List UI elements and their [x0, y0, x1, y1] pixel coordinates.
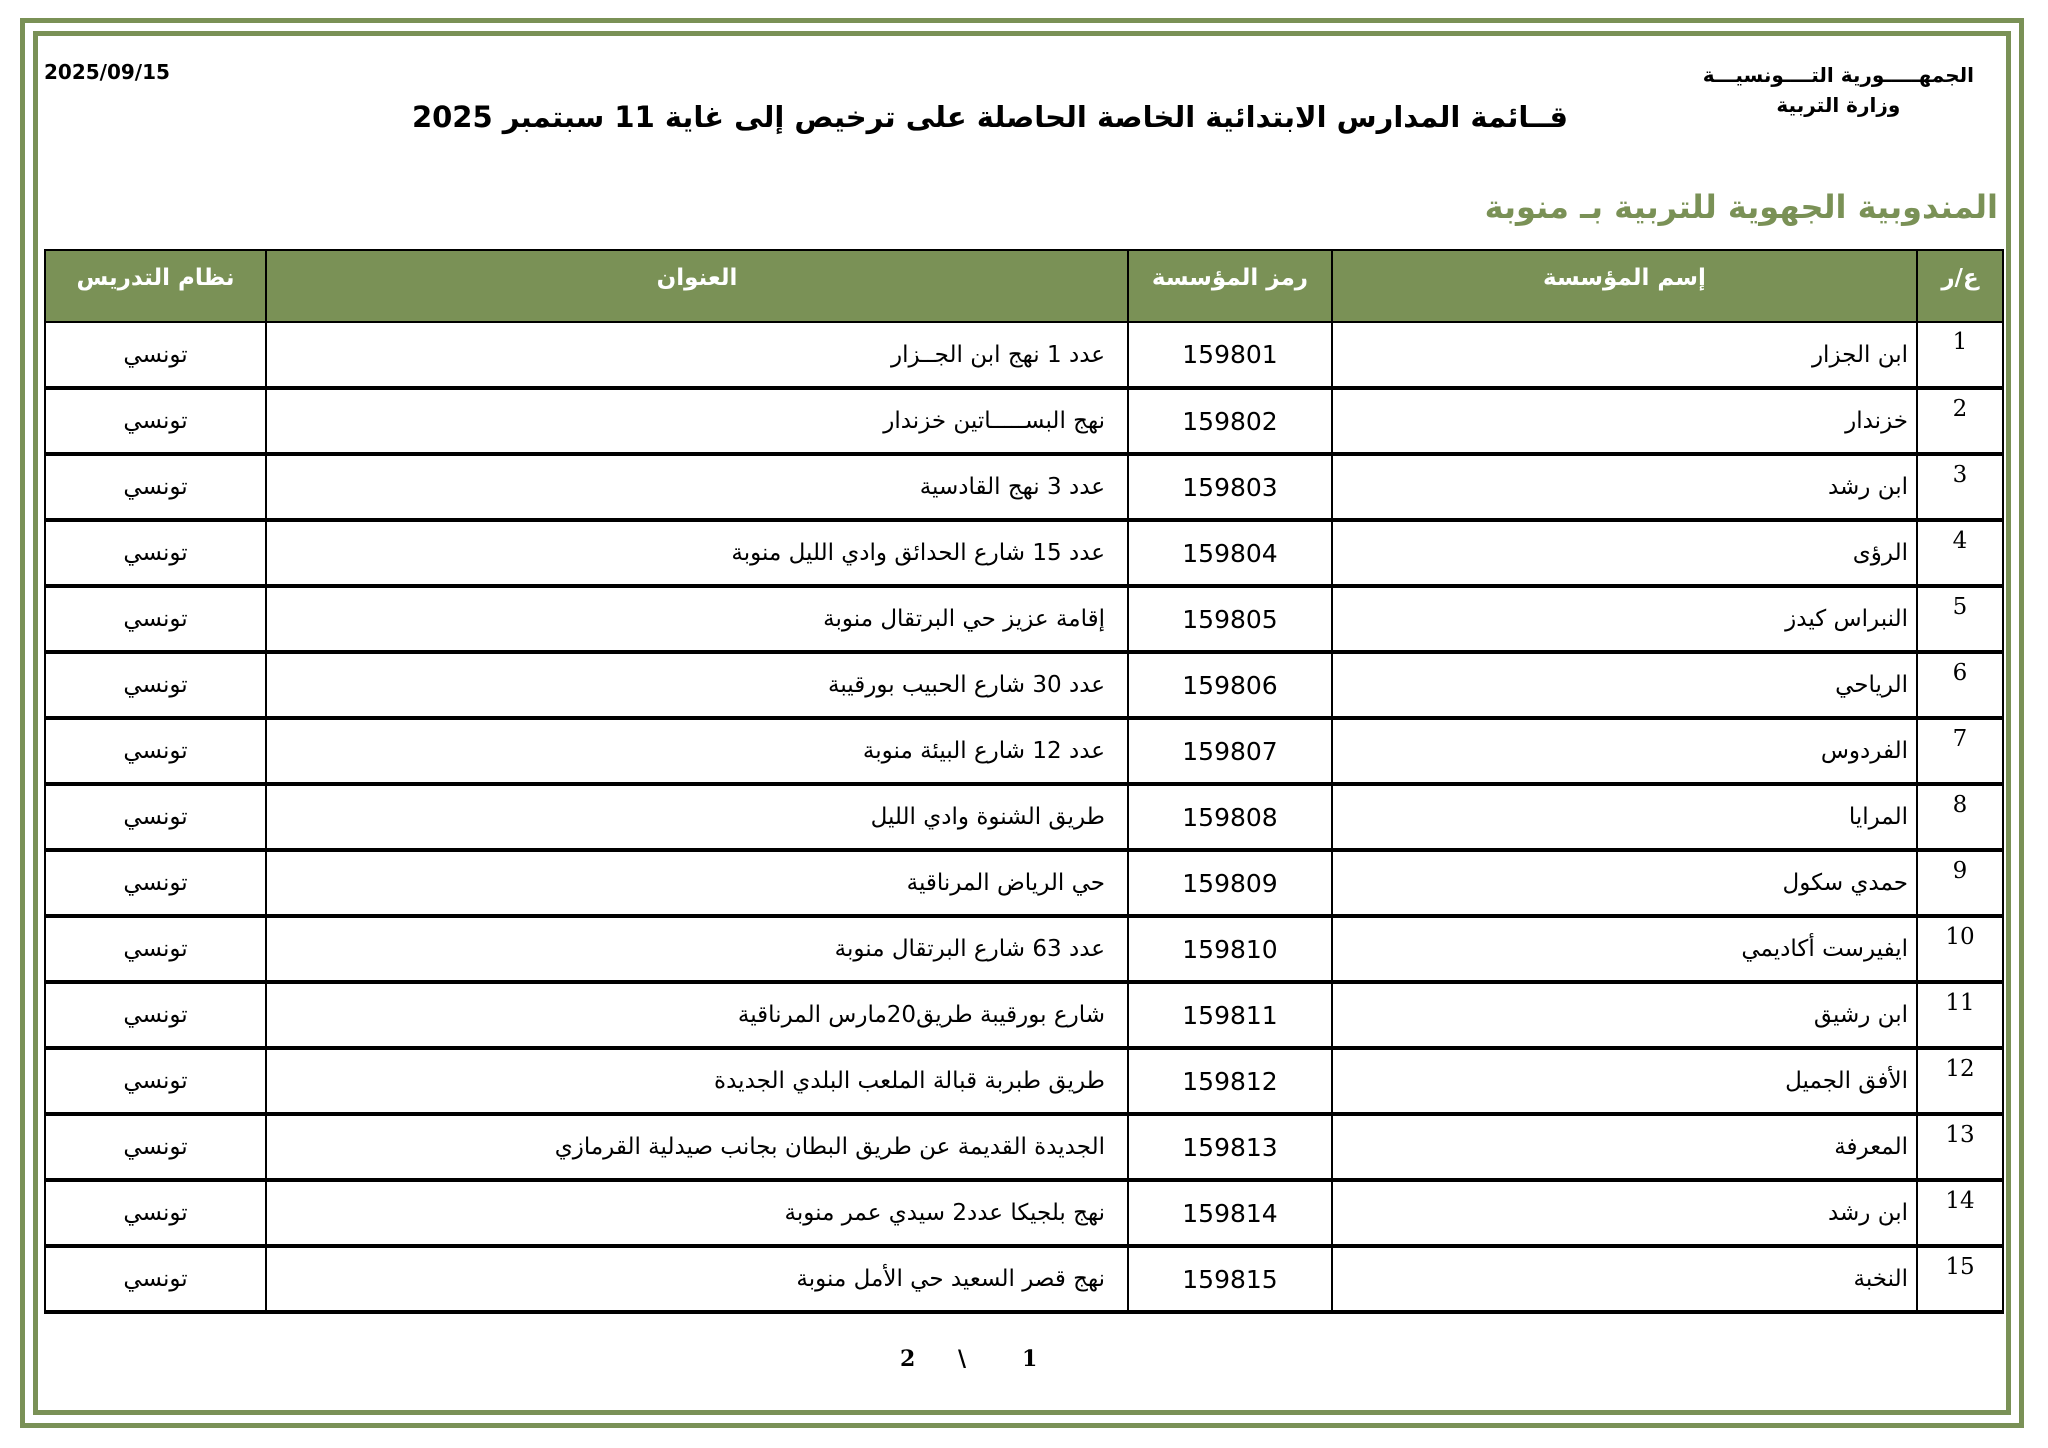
ministry-label: وزارة التربية [1776, 93, 1901, 117]
republic-label: الجمهـــــورية التــــونسيـــة [1702, 63, 1974, 87]
row-number: 3 [1917, 454, 2003, 520]
school-name: المعرفة [1332, 1114, 1917, 1180]
table-row [45, 652, 2003, 718]
teaching-system: تونسي [45, 718, 266, 784]
table-row [45, 322, 2003, 388]
school-address: نهج البســـــاتين خزندار [266, 388, 1128, 454]
schools-table [44, 249, 2004, 1314]
column-header-system: نظام التدريس [45, 250, 266, 322]
row-number: 12 [1917, 1048, 2003, 1114]
document-date: 2025/09/15 [44, 60, 170, 84]
table-row [45, 1114, 2003, 1180]
school-name: ابن الجزار [1332, 322, 1917, 388]
row-number: 13 [1917, 1114, 2003, 1180]
teaching-system: تونسي [45, 454, 266, 520]
table-row [45, 784, 2003, 850]
table-row [45, 1180, 2003, 1246]
teaching-system: تونسي [45, 1048, 266, 1114]
school-name: الرؤى [1332, 520, 1917, 586]
school-name: النخبة [1332, 1246, 1917, 1312]
school-code: 159811 [1128, 982, 1332, 1048]
row-number: 15 [1917, 1246, 2003, 1312]
document-title: قــائمة المدارس الابتدائية الخاصة الحاصلة على ترخيص إلى غاية 11 سبتمبر 2025 [411, 100, 1569, 134]
school-address: عدد 12 شارع البيئة منوبة [266, 718, 1128, 784]
school-code: 159803 [1128, 454, 1332, 520]
column-header-address: العنوان [266, 250, 1128, 322]
table-row [45, 388, 2003, 454]
school-code: 159810 [1128, 916, 1332, 982]
school-code: 159815 [1128, 1246, 1332, 1312]
column-header-name: إسم المؤسسة [1332, 250, 1917, 322]
issuer-block [1703, 60, 1974, 120]
table-row [45, 1048, 2003, 1114]
school-address: طريق الشنوة وادي الليل [266, 784, 1128, 850]
school-name: المرايا [1332, 784, 1917, 850]
school-code: 159809 [1128, 850, 1332, 916]
teaching-system: تونسي [45, 1114, 266, 1180]
row-number: 4 [1917, 520, 2003, 586]
school-name: الفردوس [1332, 718, 1917, 784]
school-code: 159804 [1128, 520, 1332, 586]
page-separator: \ [958, 1346, 967, 1372]
school-address: عدد 3 نهج القادسية [266, 454, 1128, 520]
row-number: 8 [1917, 784, 2003, 850]
teaching-system: تونسي [45, 850, 266, 916]
table-row [45, 520, 2003, 586]
school-address: عدد 1 نهج ابن الجــزار [266, 322, 1128, 388]
row-number: 1 [1917, 322, 2003, 388]
teaching-system: تونسي [45, 916, 266, 982]
teaching-system: تونسي [45, 982, 266, 1048]
row-number: 6 [1917, 652, 2003, 718]
column-header-num: ع/ر [1917, 250, 2003, 322]
table-row [45, 454, 2003, 520]
school-name: النبراس كيدز [1332, 586, 1917, 652]
school-address: إقامة عزيز حي البرتقال منوبة [266, 586, 1128, 652]
row-number: 2 [1917, 388, 2003, 454]
school-code: 159806 [1128, 652, 1332, 718]
school-code: 159813 [1128, 1114, 1332, 1180]
school-code: 159805 [1128, 586, 1332, 652]
row-number: 7 [1917, 718, 2003, 784]
school-address: الجديدة القديمة عن طريق البطان بجانب صيدلية القرمازي [266, 1114, 1128, 1180]
teaching-system: تونسي [45, 784, 266, 850]
school-code: 159802 [1128, 388, 1332, 454]
regional-office-title: المندوبية الجهوية للتربية بـ منوبة [1484, 188, 1998, 226]
teaching-system: تونسي [45, 322, 266, 388]
page-total: 2 [900, 1346, 916, 1372]
school-address: عدد 63 شارع البرتقال منوبة [266, 916, 1128, 982]
school-address: نهج بلجيكا عدد2 سيدي عمر منوبة [266, 1180, 1128, 1246]
school-address: طريق طبربة قبالة الملعب البلدي الجديدة [266, 1048, 1128, 1114]
school-address: عدد 30 شارع الحبيب بورقيبة [266, 652, 1128, 718]
school-name: الرياحي [1332, 652, 1917, 718]
school-address: نهج قصر السعيد حي الأمل منوبة [266, 1246, 1128, 1312]
school-name: ابن رشيق [1332, 982, 1917, 1048]
school-code: 159812 [1128, 1048, 1332, 1114]
school-code: 159807 [1128, 718, 1332, 784]
school-address: حي الرياض المرناقية [266, 850, 1128, 916]
row-number: 10 [1917, 916, 2003, 982]
table-row [45, 586, 2003, 652]
teaching-system: تونسي [45, 1180, 266, 1246]
school-name: ابن رشد [1332, 1180, 1917, 1246]
row-number: 14 [1917, 1180, 2003, 1246]
table-row [45, 850, 2003, 916]
table-row [45, 1246, 2003, 1312]
teaching-system: تونسي [45, 586, 266, 652]
school-name: خزندار [1332, 388, 1917, 454]
teaching-system: تونسي [45, 652, 266, 718]
school-name: الأفق الجميل [1332, 1048, 1917, 1114]
table-row [45, 916, 2003, 982]
school-code: 159808 [1128, 784, 1332, 850]
column-header-code: رمز المؤسسة [1128, 250, 1332, 322]
row-number: 9 [1917, 850, 2003, 916]
school-address: شارع بورقيبة طريق20مارس المرناقية [266, 982, 1128, 1048]
teaching-system: تونسي [45, 1246, 266, 1312]
table-header-row [45, 250, 2003, 322]
table-row [45, 982, 2003, 1048]
school-name: حمدي سكول [1332, 850, 1917, 916]
teaching-system: تونسي [45, 388, 266, 454]
school-name: ابن رشد [1332, 454, 1917, 520]
school-name: ايفيرست أكاديمي [1332, 916, 1917, 982]
page-current: 1 [1022, 1346, 1038, 1372]
school-address: عدد 15 شارع الحدائق وادي الليل منوبة [266, 520, 1128, 586]
row-number: 5 [1917, 586, 2003, 652]
table-row [45, 718, 2003, 784]
school-code: 159814 [1128, 1180, 1332, 1246]
teaching-system: تونسي [45, 520, 266, 586]
school-code: 159801 [1128, 322, 1332, 388]
row-number: 11 [1917, 982, 2003, 1048]
